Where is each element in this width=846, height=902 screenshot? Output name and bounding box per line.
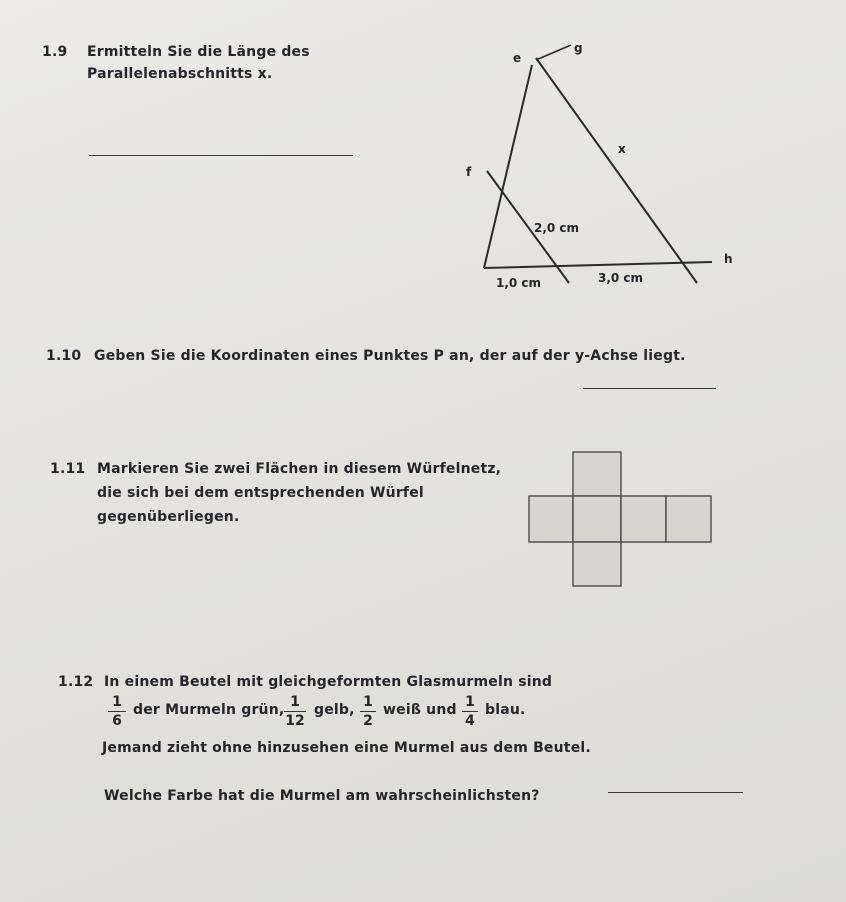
label-1cm: 1,0 cm bbox=[496, 276, 542, 290]
answer-line-1-10[interactable] bbox=[583, 388, 716, 389]
fraction-1-bar bbox=[108, 711, 126, 712]
task-1-11-text-line3: gegenüberliegen. bbox=[97, 509, 240, 525]
fraction-1-den: 6 bbox=[112, 713, 122, 729]
cube-face-bottom[interactable] bbox=[573, 542, 621, 586]
fraction-3-num: 1 bbox=[363, 694, 373, 710]
task-1-11-text-line2: die sich bei dem entsprechenden Würfel bbox=[97, 485, 424, 501]
label-f: f bbox=[466, 165, 472, 179]
task-1-12-text-blau: blau. bbox=[485, 702, 526, 718]
line-g bbox=[536, 58, 697, 283]
task-1-12-line3: Jemand zieht ohne hinzusehen eine Murmel aus dem Beutel. bbox=[102, 740, 591, 756]
task-1-12-question: Welche Farbe hat die Murmel am wahrscheinlichsten? bbox=[104, 788, 540, 804]
task-1-12-line1: In einem Beutel mit gleichgeformten Glasmurmeln sind bbox=[104, 674, 553, 690]
fraction-2-bar bbox=[284, 711, 306, 712]
fraction-one-half bbox=[360, 694, 376, 729]
task-1-12-number: 1.12 bbox=[58, 674, 94, 690]
task-1-10-text: Geben Sie die Koordinaten eines Punktes P an, der auf der y-Achse liegt. bbox=[94, 348, 686, 364]
task-1-11-text-line1: Markieren Sie zwei Flächen in diesem Würfelnetz, bbox=[97, 461, 502, 477]
line-e bbox=[484, 65, 532, 268]
label-e: e bbox=[513, 51, 522, 65]
label-h: h bbox=[724, 252, 733, 266]
fraction-3-bar bbox=[360, 711, 376, 712]
fraction-2-den: 12 bbox=[285, 713, 305, 729]
answer-line-1-12[interactable] bbox=[608, 792, 743, 793]
fraction-1-num: 1 bbox=[112, 694, 122, 710]
label-2cm: 2,0 cm bbox=[534, 221, 580, 235]
line-g-tick bbox=[536, 45, 571, 60]
task-1-12-text-gelb: gelb, bbox=[314, 702, 355, 718]
cube-face-center[interactable] bbox=[573, 496, 621, 542]
fraction-4-den: 4 bbox=[465, 713, 475, 729]
fraction-one-sixth bbox=[108, 694, 126, 729]
line-h bbox=[484, 262, 712, 268]
cube-face-top[interactable] bbox=[573, 452, 621, 496]
cube-net bbox=[529, 452, 711, 586]
label-3cm: 3,0 cm bbox=[598, 271, 644, 285]
fraction-one-quarter bbox=[462, 694, 478, 729]
fraction-4-bar bbox=[462, 711, 478, 712]
parallel-lines-figure bbox=[466, 41, 733, 290]
fraction-2-num: 1 bbox=[290, 694, 300, 710]
task-1-9-text-line2: Parallelenabschnitts x. bbox=[87, 66, 273, 82]
task-1-9-text-line1: Ermitteln Sie die Länge des bbox=[87, 44, 310, 60]
fraction-4-num: 1 bbox=[465, 694, 475, 710]
cube-face-far-right[interactable] bbox=[666, 496, 711, 542]
task-1-12-text-gruen: der Murmeln grün, bbox=[133, 702, 285, 718]
task-1-10-number: 1.10 bbox=[46, 348, 82, 364]
task-1-9-number: 1.9 bbox=[42, 44, 68, 60]
task-1-11-number: 1.11 bbox=[50, 461, 86, 477]
label-x: x bbox=[618, 142, 626, 156]
label-g: g bbox=[574, 41, 583, 55]
cube-face-left[interactable] bbox=[529, 496, 573, 542]
cube-face-right[interactable] bbox=[621, 496, 666, 542]
fraction-one-twelfth bbox=[284, 694, 306, 729]
fraction-3-den: 2 bbox=[363, 713, 373, 729]
task-1-12-text-weiss: weiß und bbox=[383, 702, 457, 718]
